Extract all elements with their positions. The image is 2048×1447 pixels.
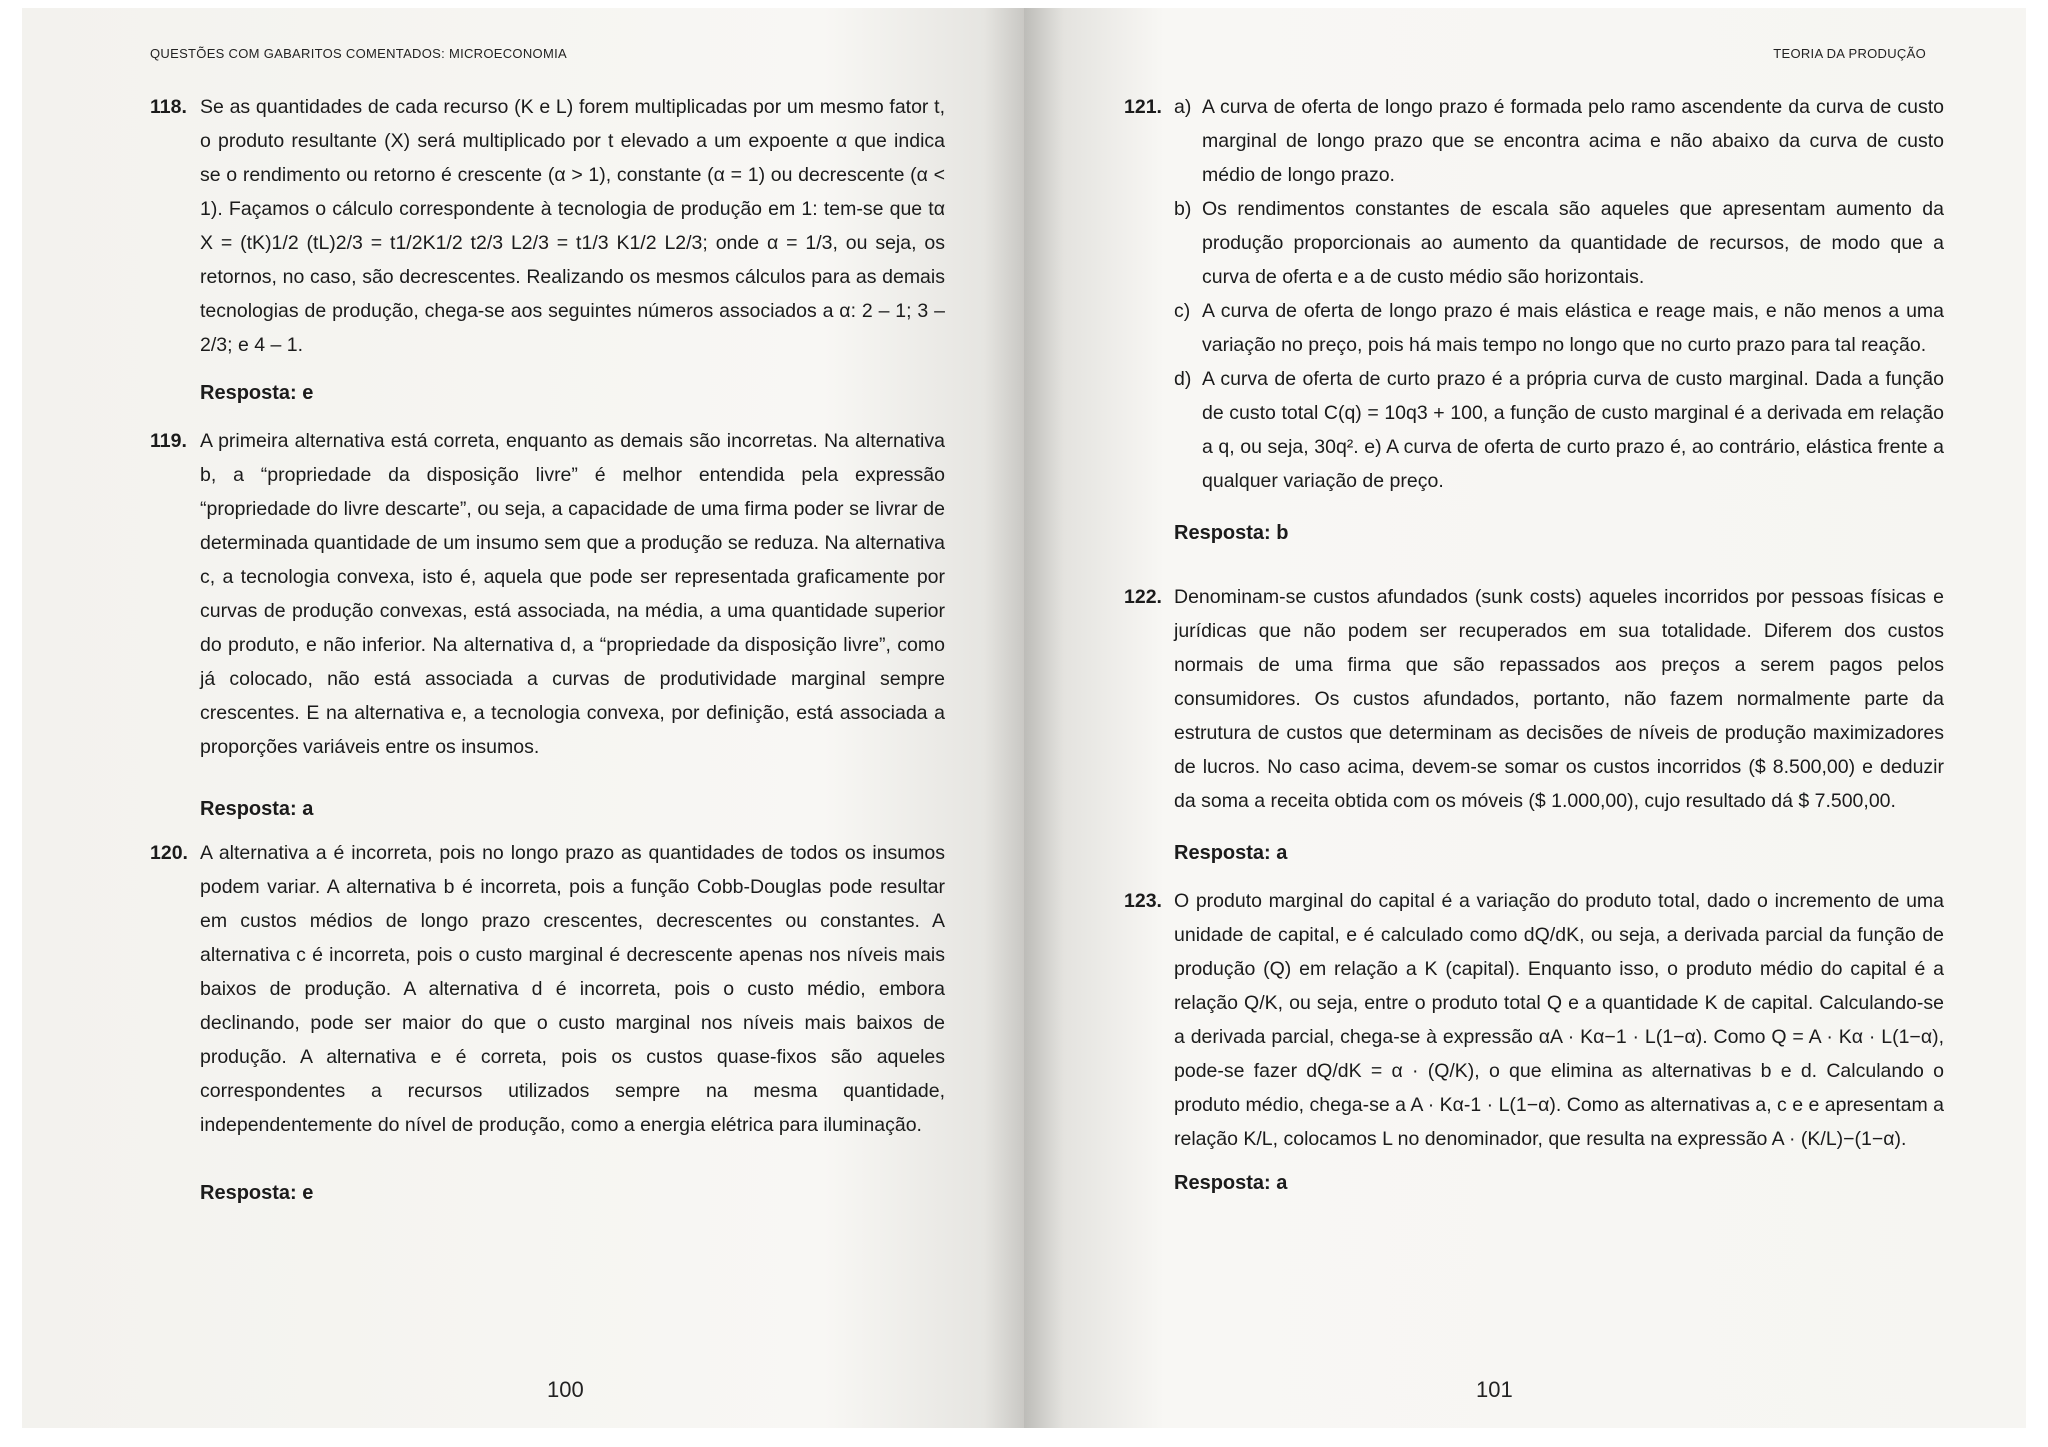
option-text: Os rendimentos constantes de escala são aqueles que apresentam aumento da produção proporcionais ao aumento da quantidade de recursos, de modo que a curva de oferta e a de custo médio são horizontais. xyxy=(1202,198,1944,288)
question-119 xyxy=(150,424,945,764)
question-number: 122. xyxy=(1124,586,1162,608)
answer: Resposta: a xyxy=(1174,842,1288,864)
right-page-content xyxy=(1124,90,1944,1200)
option-text: A curva de oferta de curto prazo é a própria curva de custo marginal. Dada a função de custo total C(q) = 10q3 + 100, a função de custo marginal é a derivada em relação a q, ou seja, 30q². e) A curva de oferta de curto prazo é, ao contrário, elástica frente a qualquer variação de preço. xyxy=(1202,368,1944,492)
answer: Resposta: e xyxy=(200,1182,314,1204)
question-118 xyxy=(150,90,945,362)
option-a xyxy=(1174,90,1944,192)
question-text: A primeira alternativa está correta, enquanto as demais são incorretas. Na alternativa b, a “propriedade da disposição livre” é melhor entendida pela expressão “propriedade do livre descarte”, ou seja, a capacidade de uma firma poder se livrar de determinada quantidade de um insumo sem que a produção se reduza. Na alternativa c, a tecnologia convexa, isto é, aquela que pode ser representada graficamente por curvas de produção convexas, está associada, na média, a uma quantidade superior do produto, e não inferior. Na alternativa d, a “propriedade da disposição livre”, como já colocado, não está associada a curvas de produtividade marginal sempre crescentes. E na alternativa e, a tecnologia convexa, por definição, está associada a proporções variáveis entre os insumos. xyxy=(200,430,945,758)
running-head: QUESTÕES COM GABARITOS COMENTADOS: MICROECONOMIA xyxy=(150,46,567,61)
question-number: 121. xyxy=(1124,96,1162,118)
page-number: 101 xyxy=(1476,1377,1513,1402)
question-123 xyxy=(1124,884,1944,1156)
left-page-content xyxy=(150,90,945,1210)
option-c xyxy=(1174,294,1944,362)
option-letter: d) xyxy=(1174,368,1192,390)
question-text: Denominam-se custos afundados (sunk costs) aqueles incorridos por pessoas físicas e jurídicas que não podem ser recuperados em sua totalidade. Diferem dos custos normais de uma firma que são repassados aos preços a serem pagos pelos consumidores. Os custos afundados, portanto, não fazem normalmente parte da estrutura de custos que determinam as decisões de níveis de produção maximizadores de lucros. No caso acima, devem-se somar os custos incorridos ($ 8.500,00) e deduzir da soma a receita obtida com os móveis ($ 1.000,00), cujo resultado dá $ 7.500,00. xyxy=(1174,586,1944,812)
question-text: O produto marginal do capital é a variação do produto total, dado o incremento de uma unidade de capital, e é calculado como dQ/dK, ou seja, a derivada parcial da função de produção (Q) em relação a K (capital). Enquanto isso, o produto médio do capital é a relação Q/K, ou seja, entre o produto total Q e a quantidade K de capital. Calculando-se a derivada parcial, chega-se à expressão αA · Kα−1 · L(1−α). Como Q = A · Kα · L(1−α), pode-se fazer dQ/dK = α · (Q/K), o que elimina as alternativas b e d. Calculando o produto médio, chega-se a A · Kα-1 · L(1−α). Como as alternativas a, c e e apresentam a relação K/L, colocamos L no denominador, que resulta na expressão A · (K/L)−(1−α). xyxy=(1174,890,1944,1150)
book-spread xyxy=(22,8,2026,1428)
question-number: 119. xyxy=(150,430,187,452)
question-number: 123. xyxy=(1124,890,1162,912)
question-122 xyxy=(1124,580,1944,818)
left-page xyxy=(22,8,1024,1428)
question-text: A alternativa a é incorreta, pois no longo prazo as quantidades de todos os insumos podem variar. A alternativa b é incorreta, pois a função Cobb-Douglas pode resultar em custos médios de longo prazo crescentes, decrescentes ou constantes. A alternativa c é incorreta, pois o custo marginal é decrescente apenas nos níveis mais baixos de produção. A alternativa d é incorreta, pois o custo médio, embora declinando, pode ser maior do que o custo marginal nos níveis mais baixos de produção. A alternativa e é correta, pois os custos quase-fixos são aqueles correspondentes a recursos utilizados sempre na mesma quantidade, independentemente do nível de produção, como a energia elétrica para iluminação. xyxy=(200,842,945,1136)
option-d xyxy=(1174,362,1944,498)
option-letter: a) xyxy=(1174,96,1192,118)
running-head: TEORIA DA PRODUÇÃO xyxy=(1773,46,1926,61)
answer: Resposta: e xyxy=(200,382,314,404)
question-text: Se as quantidades de cada recurso (K e L) forem multiplicadas por um mesmo fator t, o produto resultante (X) será multiplicado por t elevado a um expoente α que indica se o rendimento ou retorno é crescente (α > 1), constante (α = 1) ou decrescente (α < 1). Façamos o cálculo correspondente à tecnologia de produção em 1: tem-se que tα X = (tK)1/2 (tL)2/3 = t1/2K1/2 t2/3 L2/3 = t1/3 K1/2 L2/3; onde α = 1/3, ou seja, os retornos, no caso, são decrescentes. Realizando os mesmos cálculos para as demais tecnologias de produção, chega-se aos seguintes números associados a α: 2 – 1; 3 – 2/3; e 4 – 1. xyxy=(200,96,945,356)
question-number: 118. xyxy=(150,96,187,118)
option-text: A curva de oferta de longo prazo é formada pelo ramo ascendente da curva de custo marginal de longo prazo que se encontra acima e não abaixo da curva de custo médio de longo prazo. xyxy=(1202,96,1944,186)
page-number: 100 xyxy=(547,1377,584,1402)
option-text: A curva de oferta de longo prazo é mais elástica e reage mais, e não menos a uma variação no preço, pois há mais tempo no longo que no curto prazo para tal reação. xyxy=(1202,300,1944,356)
option-b xyxy=(1174,192,1944,294)
answer: Resposta: b xyxy=(1174,522,1289,544)
right-page xyxy=(1024,8,2026,1428)
answer: Resposta: a xyxy=(200,798,314,820)
question-number: 120. xyxy=(150,842,188,864)
answer: Resposta: a xyxy=(1174,1172,1288,1194)
question-120 xyxy=(150,836,945,1142)
option-letter: c) xyxy=(1174,300,1191,322)
option-letter: b) xyxy=(1174,198,1192,220)
question-121 xyxy=(1124,90,1944,498)
